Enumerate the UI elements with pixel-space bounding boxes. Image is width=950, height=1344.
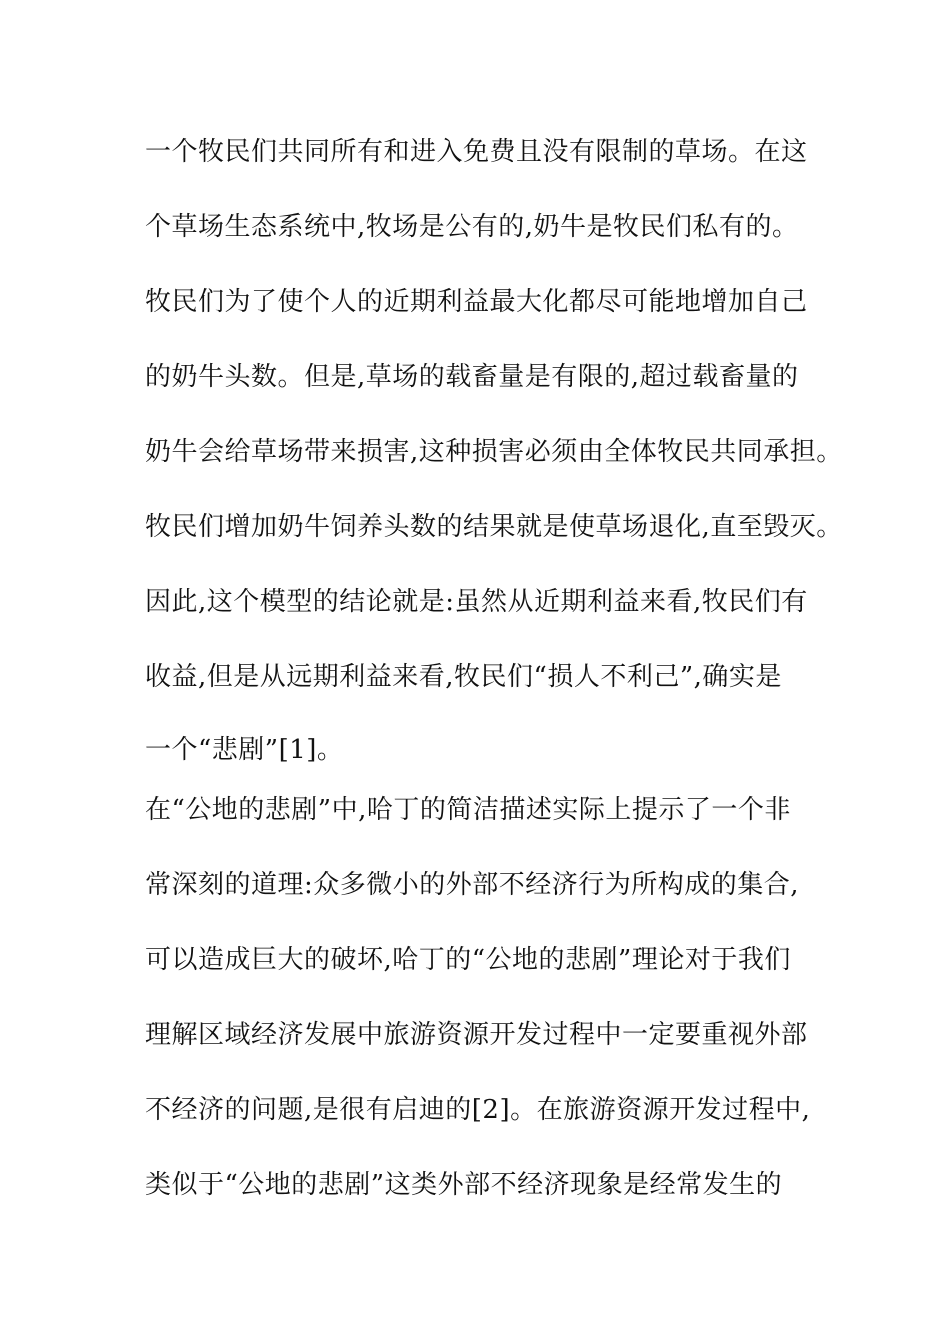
text-line-13: 理解区域经济发展中旅游资源开发过程中一定要重视外部 [145,1020,808,1050]
text-line-12: 可以造成巨大的破坏,哈丁的“公地的悲剧”理论对于我们 [145,945,791,975]
text-line-9: 一个“悲剧”[1]。 [145,735,344,765]
text-line-14: 不经济的问题,是很有启迪的[2]。在旅游资源开发过程中, [145,1095,811,1125]
text-line-6: 牧民们增加奶牛饲养头数的结果就是使草场退化,直至毁灭。 [145,512,843,542]
text-line-1: 一个牧民们共同所有和进入免费且没有限制的草场。在这 [145,137,808,167]
text-line-10: 在“公地的悲剧”中,哈丁的简洁描述实际上提示了一个非 [145,795,791,825]
text-line-15: 类似于“公地的悲剧”这类外部不经济现象是经常发生的 [145,1170,783,1200]
text-line-2: 个草场生态系统中,牧场是公有的,奶牛是牧民们私有的。 [145,212,799,242]
text-line-3: 牧民们为了使个人的近期利益最大化都尽可能地增加自己 [145,287,808,317]
text-line-8: 收益,但是从远期利益来看,牧民们“损人不利己”,确实是 [145,662,782,692]
text-line-4: 的奶牛头数。但是,草场的载畜量是有限的,超过载畜量的 [145,362,799,392]
text-line-7: 因此,这个模型的结论就是:虽然从近期利益来看,牧民们有 [145,587,808,617]
text-line-5: 奶牛会给草场带来损害,这种损害必须由全体牧民共同承担。 [145,437,843,467]
text-line-11: 常深刻的道理:众多微小的外部不经济行为所构成的集合, [145,870,800,900]
